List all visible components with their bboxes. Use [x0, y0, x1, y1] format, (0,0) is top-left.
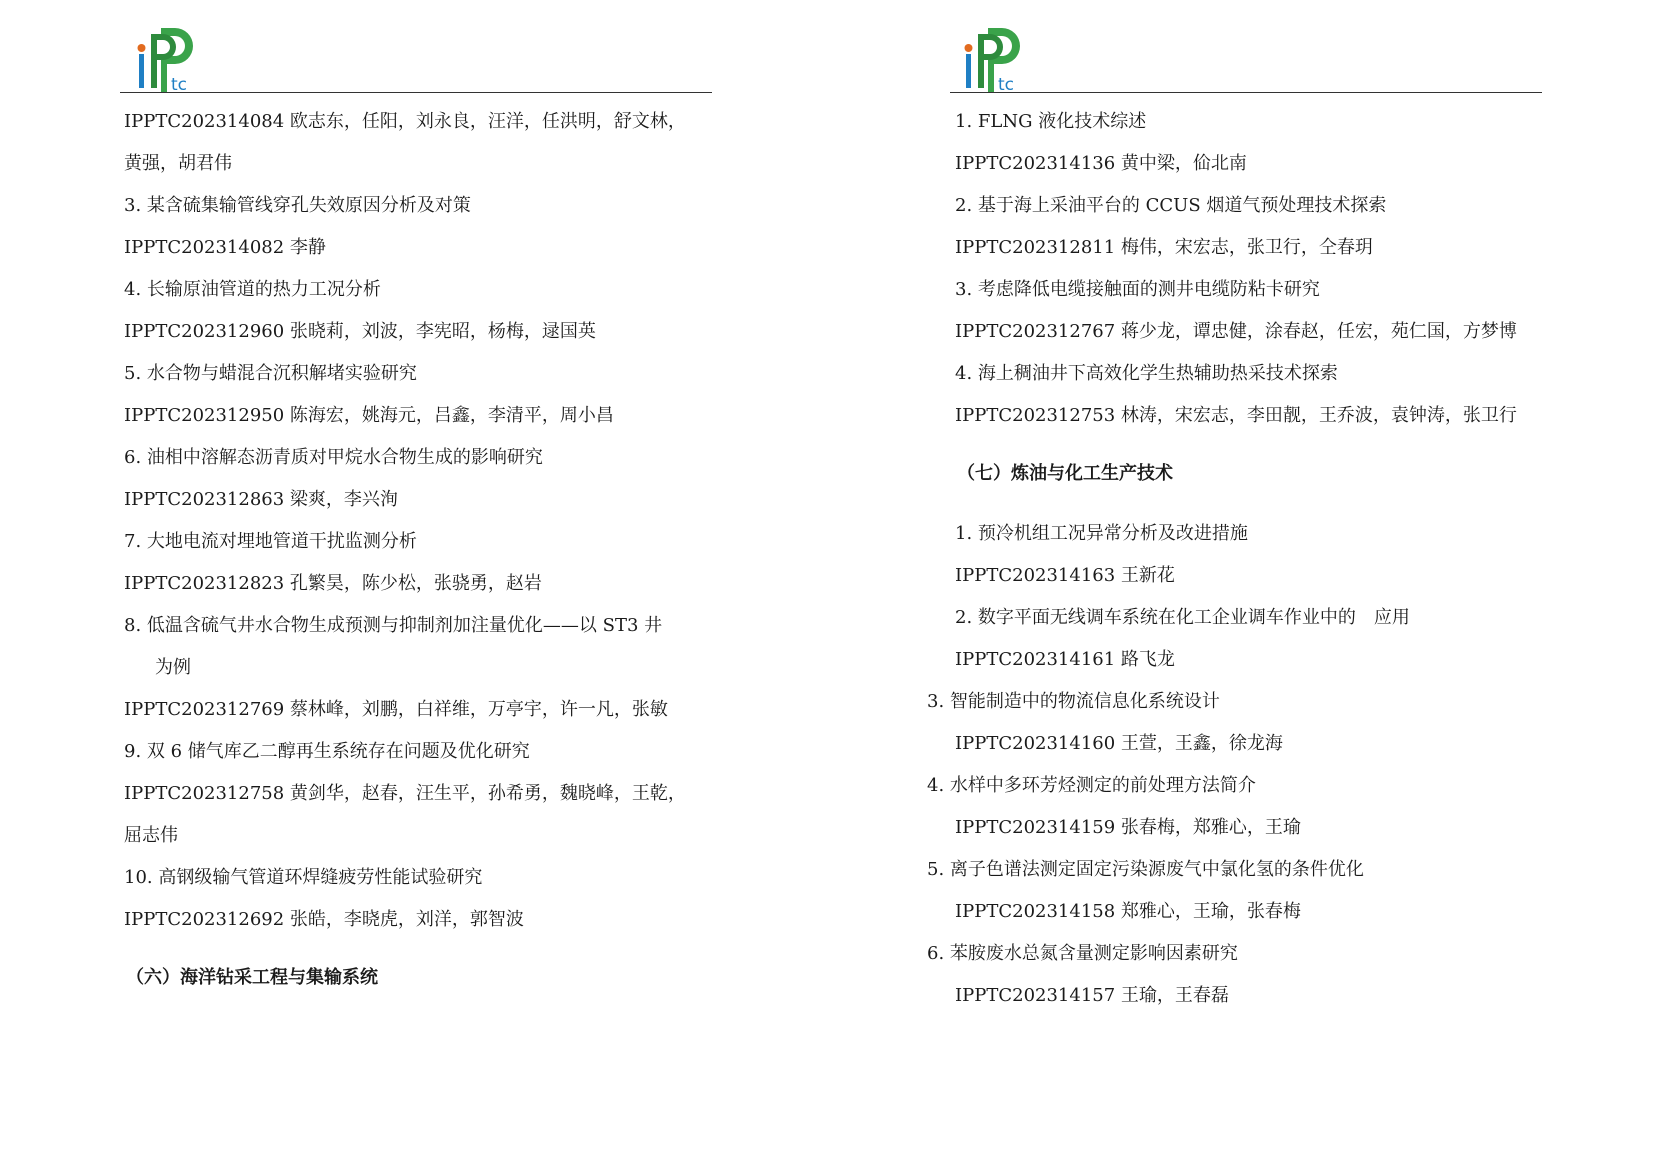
paper-authors: IPPTC202314084 欧志东，任阳，刘永良，汪洋，任洪明，舒文林， [124, 111, 686, 132]
paper-title: 5. 离子色谱法测定固定污染源废气中氯化氢的条件优化 [927, 859, 1364, 880]
paper-authors: IPPTC202312769 蔡林峰，刘鹏，白祥维，万亭宇，许一凡，张敏 [124, 699, 668, 720]
paper-title: 9. 双 6 储气库乙二醇再生系统存在问题及优化研究 [124, 741, 530, 762]
paper-authors: IPPTC202314082 李静 [124, 237, 326, 258]
paper-authors: IPPTC202312863 梁爽，李兴洵 [124, 489, 398, 510]
paper-title: 3. 智能制造中的物流信息化系统设计 [927, 691, 1220, 712]
header-rule [950, 92, 1542, 93]
section-heading: （七）炼油与化工生产技术 [957, 463, 1173, 484]
paper-authors: IPPTC202312960 张晓莉，刘波，李宪昭，杨梅，逯国英 [124, 321, 596, 342]
paper-authors: IPPTC202314159 张春梅，郑雅心，王瑜 [955, 817, 1301, 838]
svg-text:tc: tc [998, 75, 1015, 94]
paper-title: 3. 某含硫集输管线穿孔失效原因分析及对策 [124, 195, 471, 216]
paper-title: 2. 数字平面无线调车系统在化工企业调车作业中的 应用 [955, 607, 1410, 628]
paper-title: 3. 考虑降低电缆接触面的测井电缆防粘卡研究 [955, 279, 1320, 300]
paper-authors: IPPTC202312692 张皓，李晓虎，刘洋，郭智波 [124, 909, 524, 930]
paper-authors: IPPTC202314161 路飞龙 [955, 649, 1175, 670]
paper-title: 4. 水样中多环芳烃测定的前处理方法简介 [927, 775, 1256, 796]
ipptc-logo [960, 24, 1030, 94]
paper-title: 为例 [155, 657, 191, 678]
paper-authors: 黄强，胡君伟 [124, 153, 232, 174]
paper-title: 10. 高钢级输气管道环焊缝疲劳性能试验研究 [124, 867, 483, 888]
paper-authors: IPPTC202312950 陈海宏，姚海元，吕鑫，李清平，周小昌 [124, 405, 614, 426]
paper-authors: IPPTC202312811 梅伟，宋宏志，张卫行，仝春玥 [955, 237, 1373, 258]
paper-authors: IPPTC202314136 黄中梁，佡北南 [955, 153, 1247, 174]
paper-authors: IPPTC202312758 黄剑华，赵春，汪生平，孙希勇，魏晓峰，王乾， [124, 783, 686, 804]
paper-title: 6. 苯胺废水总氮含量测定影响因素研究 [927, 943, 1238, 964]
section-heading: （六）海洋钻采工程与集输系统 [126, 967, 378, 988]
paper-title: 5. 水合物与蜡混合沉积解堵实验研究 [124, 363, 417, 384]
paper-authors: IPPTC202314160 王萱，王鑫，徐龙海 [955, 733, 1283, 754]
paper-title: 6. 油相中溶解态沥青质对甲烷水合物生成的影响研究 [124, 447, 543, 468]
svg-text:tc: tc [171, 75, 188, 94]
paper-title: 4. 海上稠油井下高效化学生热辅助热采技术探索 [955, 363, 1338, 384]
right-page [827, 0, 1654, 1169]
left-page [0, 0, 760, 1169]
header-rule [120, 92, 712, 93]
paper-title: 8. 低温含硫气井水合物生成预测与抑制剂加注量优化——以 ST3 井 [124, 615, 663, 636]
paper-authors: 屈志伟 [124, 825, 178, 846]
paper-authors: IPPTC202314163 王新花 [955, 565, 1175, 586]
paper-title: 1. 预冷机组工况异常分析及改进措施 [955, 523, 1248, 544]
paper-authors: IPPTC202312753 林涛，宋宏志，李田靓，王乔波，袁钟涛，张卫行 [955, 405, 1517, 426]
paper-authors: IPPTC202312823 孔繁昊，陈少松，张骁勇，赵岩 [124, 573, 542, 594]
paper-authors: IPPTC202314158 郑雅心，王瑜，张春梅 [955, 901, 1301, 922]
paper-authors: IPPTC202312767 蒋少龙，谭忠健，涂春赵，任宏，苑仁国，方梦博 [955, 321, 1517, 342]
paper-title: 1. FLNG 液化技术综述 [955, 111, 1147, 132]
paper-title: 7. 大地电流对埋地管道干扰监测分析 [124, 531, 417, 552]
ipptc-logo [133, 24, 203, 94]
paper-authors: IPPTC202314157 王瑜，王春磊 [955, 985, 1229, 1006]
paper-title: 2. 基于海上采油平台的 CCUS 烟道气预处理技术探索 [955, 195, 1387, 216]
paper-title: 4. 长输原油管道的热力工况分析 [124, 279, 381, 300]
